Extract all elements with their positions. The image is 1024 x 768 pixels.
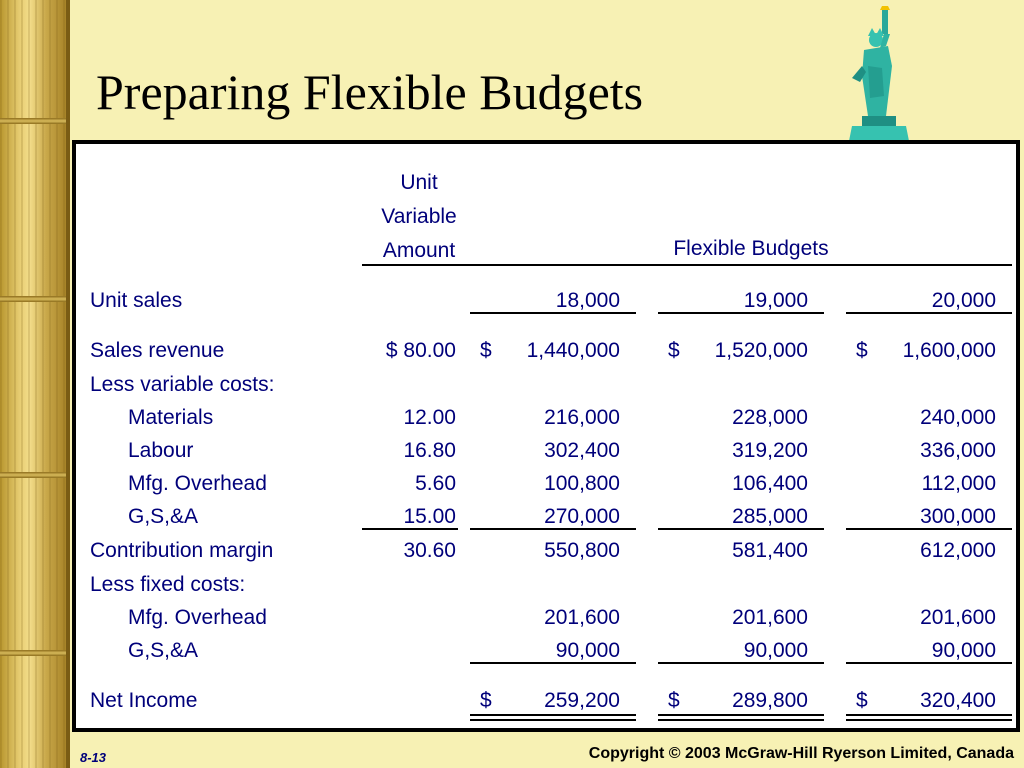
underline — [658, 662, 824, 664]
budget-20000-value: 201,600 — [920, 606, 996, 629]
underline — [362, 528, 458, 530]
statue-of-liberty-icon — [838, 6, 924, 156]
slide-title: Preparing Flexible Budgets — [96, 64, 644, 120]
row-label: G,S,&A — [128, 639, 199, 662]
currency-symbol: $ — [480, 339, 492, 362]
budget-19000-value: 106,400 — [732, 472, 808, 495]
budget-18000-value: 302,400 — [544, 439, 620, 462]
budget-20000-value: 1,600,000 — [902, 339, 996, 362]
budget-18000-value: 216,000 — [544, 406, 620, 429]
budget-18000-value: 550,800 — [544, 539, 620, 562]
underline — [658, 528, 824, 530]
unit-amount-value: 16.80 — [403, 439, 456, 462]
budget-19000-value: 228,000 — [732, 406, 808, 429]
budget-18000-value: 201,600 — [544, 606, 620, 629]
row-label: Mfg. Overhead — [128, 606, 267, 629]
section-label: Less fixed costs: — [90, 573, 246, 596]
flexible-budgets-header: Flexible Budgets — [673, 237, 829, 260]
currency-symbol: $ — [856, 339, 868, 362]
budget-19000-value: 289,800 — [732, 689, 808, 712]
row-label: Materials — [128, 406, 214, 429]
budget-18000-value: 259,200 — [544, 689, 620, 712]
unit-amount-value: 12.00 — [403, 406, 456, 429]
budget-20000-value: 112,000 — [921, 472, 996, 495]
unit-variable-header-line1: Unit — [400, 171, 438, 194]
bamboo-border — [0, 0, 66, 768]
underline — [846, 662, 1012, 664]
budget-20000-value: 300,000 — [920, 505, 996, 528]
budget-19000-value: 581,400 — [732, 539, 808, 562]
budget-18000-value: 90,000 — [555, 639, 620, 662]
budget-19000-value: 319,200 — [732, 439, 808, 462]
currency-symbol: $ — [480, 689, 492, 712]
row-label: Contribution margin — [90, 539, 274, 562]
row-label: Labour — [128, 439, 194, 462]
budget-20000-value: 336,000 — [920, 439, 996, 462]
row-label: Mfg. Overhead — [128, 472, 267, 495]
double-underline — [658, 719, 824, 721]
unit-variable-header-line2: Variable — [381, 205, 457, 228]
underline — [470, 312, 636, 314]
double-underline — [470, 714, 636, 716]
double-underline — [846, 719, 1012, 721]
underline — [846, 312, 1012, 314]
double-underline — [846, 714, 1012, 716]
budget-18000-value: 270,000 — [544, 505, 620, 528]
row-label: Unit sales — [90, 289, 183, 312]
bamboo-border-edge — [66, 0, 70, 768]
budget-19000-value: 285,000 — [732, 505, 808, 528]
double-underline — [470, 719, 636, 721]
double-underline — [658, 714, 824, 716]
budget-20000-value: 90,000 — [931, 639, 996, 662]
currency-symbol: $ — [856, 689, 868, 712]
row-label: G,S,&A — [128, 505, 199, 528]
unit-amount-value: 30.60 — [403, 539, 456, 562]
budget-18000-value: 18,000 — [555, 289, 620, 312]
flexible-budget-table — [72, 140, 1020, 732]
row-label: Net Income — [90, 689, 198, 712]
underline — [470, 662, 636, 664]
underline — [658, 312, 824, 314]
budget-20000-value: 20,000 — [931, 289, 996, 312]
budget-19000-value: 19,000 — [743, 289, 808, 312]
unit-amount-value: 5.60 — [415, 472, 456, 495]
budget-20000-value: 240,000 — [920, 406, 996, 429]
underline — [470, 528, 636, 530]
currency-symbol: $ — [668, 339, 680, 362]
copyright-notice: Copyright © 2003 McGraw-Hill Ryerson Limited, Canada — [588, 745, 1014, 762]
row-label: Sales revenue — [90, 339, 225, 362]
section-label: Less variable costs: — [90, 373, 275, 396]
underline — [846, 528, 1012, 530]
currency-symbol: $ — [668, 689, 680, 712]
unit-variable-header-line3: Amount — [382, 239, 456, 262]
budget-19000-value: 1,520,000 — [714, 339, 808, 362]
unit-amount-value: 15.00 — [403, 505, 456, 528]
budget-19000-value: 90,000 — [743, 639, 808, 662]
budget-20000-value: 612,000 — [920, 539, 996, 562]
budget-18000-value: 1,440,000 — [526, 339, 620, 362]
budget-19000-value: 201,600 — [732, 606, 808, 629]
budget-20000-value: 320,400 — [920, 689, 996, 712]
header-underline — [362, 264, 1012, 266]
budget-18000-value: 100,800 — [544, 472, 620, 495]
page-number: 8-13 — [80, 750, 107, 765]
unit-amount-value: $ 80.00 — [385, 339, 456, 362]
